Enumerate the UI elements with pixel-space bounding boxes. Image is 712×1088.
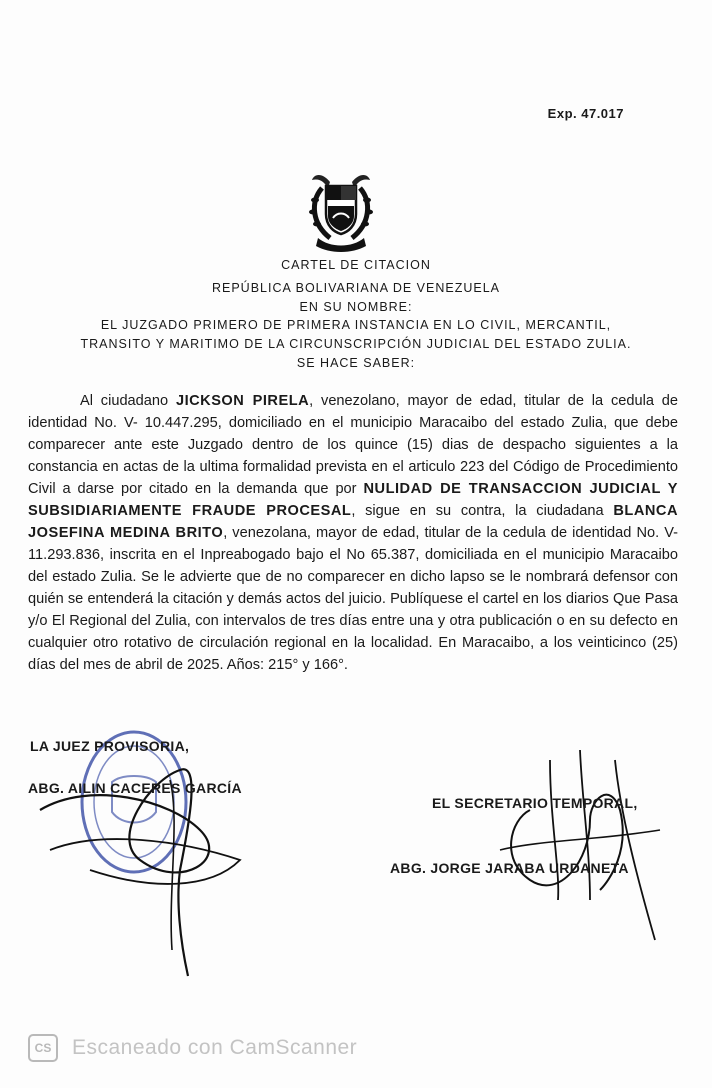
republic-line: REPÚBLICA BOLIVARIANA DE VENEZUELA [211, 281, 501, 295]
camscanner-text: Escaneado con CamScanner [72, 1036, 358, 1059]
secretary-name: ABG. JORGE JARABA URDANETA [390, 860, 629, 876]
body-text-3: , sigue en su contra, la ciudadana [351, 503, 614, 519]
camscanner-watermark [28, 1034, 357, 1062]
secretary-title: EL SECRETARIO TEMPORAL, [432, 795, 638, 811]
judge-name: ABG. AILIN CACERES GARCÍA [28, 780, 242, 796]
camscanner-logo-icon: CS [28, 1034, 58, 1062]
secretary-signature [440, 740, 690, 950]
document-title: CARTEL DE CITACION [281, 258, 431, 272]
body-text-4: , venezolana, mayor de edad, titular de la cedula de identidad No. V- 11.293.836, inscrita en el Inpreabogado bajo el No 65.387, domiciliada en el municipio Maracaibo del estado Zulia. Se le advierte que de no comparecer en dicho lapso se le nombrará defensor con quién se entenderá la citación y demás actos del juicio. Publíquese el cartel en los diarios Que Pasa y/o El Regional del Zulia, con intervalos de tres días entre una y otra publicación o en su defecto en cualquier otro rotativo de circulación regional en la localidad. En Maracaibo, a los veinticinco (25) días del mes de abril de 2025. Años: 215° y 166°. [28, 525, 678, 673]
body-text-2: , venezolano, mayor de edad, titular de la cedula de identidad No. V- 10.447.295, domiciliado en el municipio Maracaibo del estado Zulia, que debe comparecer ante este Juzgado dentro de los quince (15) dias de despacho siguientes a la constancia en actas de la ultima formalidad prevista en el articulo 223 del Código de Procedimiento Civil a darse por citado en la demanda que por [28, 393, 678, 497]
judge-title: LA JUEZ PROVISORIA, [30, 738, 190, 754]
venezuela-coat-of-arms-icon [300, 168, 382, 254]
body-text-1: Al ciudadano [80, 393, 176, 409]
expediente-number: Exp. 47.017 [547, 106, 624, 121]
court-line-2: TRANSITO Y MARITIMO DE LA CIRCUNSCRIPCIÓN JUDICIAL DEL ESTADO ZULIA. [80, 337, 632, 351]
notice-line: SE HACE SABER: [296, 356, 416, 370]
claim-title: NULIDAD DE TRANSACCION JUDICIAL Y SUBSIDIARIAMENTE FRAUDE PROCESAL [28, 481, 678, 519]
court-line-1: EL JUZGADO PRIMERO DE PRIMERA INSTANCIA EN LO CIVIL, MERCANTIL, [100, 318, 612, 332]
summons-paragraph [28, 390, 678, 676]
summons-body [28, 390, 678, 676]
defendant-name: JICKSON PIRELA [175, 393, 310, 409]
in-his-name-line: EN SU NOMBRE: [299, 300, 413, 314]
judge-signature [30, 740, 300, 980]
plaintiff-name: BLANCA JOSEFINA MEDINA BRITO [28, 503, 678, 541]
